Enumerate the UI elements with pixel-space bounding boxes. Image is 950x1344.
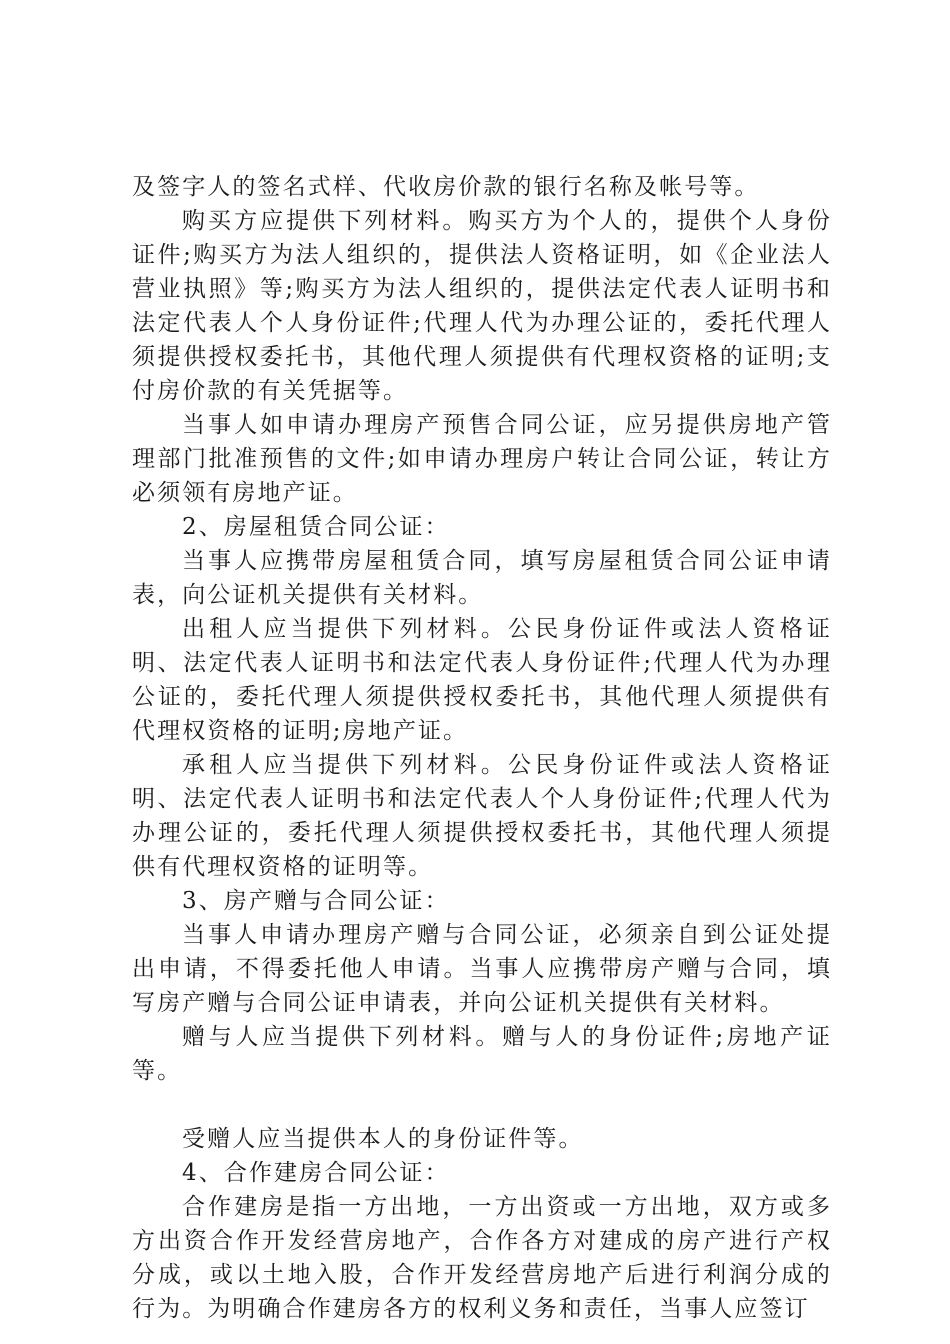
paragraph-gap bbox=[132, 1088, 832, 1122]
paragraph: 当事人申请办理房产赠与合同公证，必须亲自到公证处提出申请，不得委托他人申请。当事人应携带房产赠与合同，填写房产赠与合同公证申请表，并向公证机关提供有关材料。 bbox=[132, 922, 832, 1016]
paragraph: 购买方应提供下列材料。购买方为个人的，提供个人身份证件;购买方为法人组织的，提供法人资格证明，如《企业法人营业执照》等;购买方为法人组织的，提供法定代表人证明书和法定代表人个人身份证件;代理人代为办理公证的，委托代理人须提供授权委托书，其他代理人须提供有代理权资格的证明;支付房价款的有关凭据等。 bbox=[132, 208, 832, 404]
paragraph: 当事人应携带房屋租赁合同，填写房屋租赁合同公证申请表，向公证机关提供有关材料。 bbox=[132, 548, 832, 608]
paragraph: 承租人应当提供下列材料。公民身份证件或法人资格证明、法定代表人证明书和法定代表人个人身份证件;代理人代为办理公证的，委托代理人须提供授权委托书，其他代理人须提供有代理权资格的证明等。 bbox=[132, 752, 832, 880]
paragraph: 出租人应当提供下列材料。公民身份证件或法人资格证明、法定代表人证明书和法定代表人身份证件;代理人代为办理公证的，委托代理人须提供授权委托书，其他代理人须提供有代理权资格的证明;房地产证。 bbox=[132, 616, 832, 744]
paragraph: 赠与人应当提供下列材料。赠与人的身份证件;房地产证等。 bbox=[132, 1024, 832, 1084]
paragraph: 当事人如申请办理房产预售合同公证，应另提供房地产管理部门批准预售的文件;如申请办理房户转让合同公证，转让方必须领有房地产证。 bbox=[132, 412, 832, 506]
paragraph: 及签字人的签名式样、代收房价款的银行名称及帐号等。 bbox=[132, 174, 760, 200]
section-heading: 4、合作建房合同公证： bbox=[182, 1160, 450, 1186]
paragraph: 受赠人应当提供本人的身份证件等。 bbox=[182, 1126, 584, 1152]
section-heading: 2、房屋租赁合同公证： bbox=[182, 514, 450, 540]
section-heading: 3、房产赠与合同公证： bbox=[182, 888, 450, 914]
paragraph: 合作建房是指一方出地，一方出资或一方出地，双方或多方出资合作开发经营房地产，合作各方对建成的房产进行产权分成，或以土地入股，合作开发经营房地产后进行利润分成的行为。为明确合作建房各方的权利义务和责任，当事人应签订 bbox=[132, 1194, 832, 1322]
document-body bbox=[132, 170, 832, 1326]
